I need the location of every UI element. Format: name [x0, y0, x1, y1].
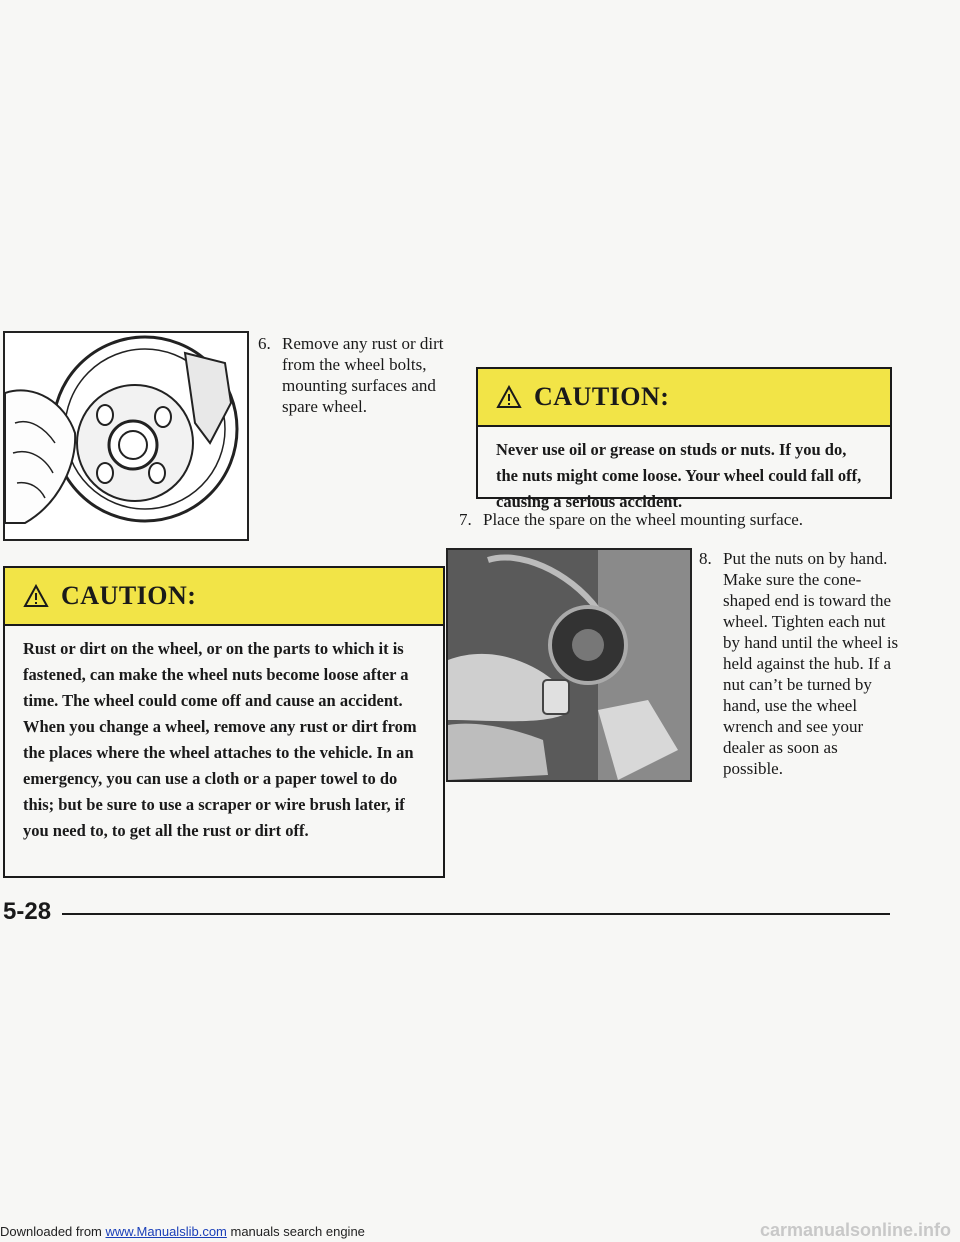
caution-title: CAUTION: [534, 382, 670, 411]
step-6 [258, 333, 448, 423]
step-number: 6. [258, 334, 271, 353]
caution-text: Never use oil or grease on studs or nuts. If you do, the nuts might come loose. Your wheel could fall off, causing a serious accident. [496, 440, 862, 511]
download-banner [0, 1224, 365, 1239]
footer-rule [62, 913, 890, 915]
page-number: 5-28 [3, 898, 52, 925]
step-text: Place the spare on the wheel mounting surface. [483, 510, 804, 529]
wheel-hub-cleaning-illustration [3, 331, 249, 541]
caution-title: CAUTION: [61, 581, 197, 610]
caution-text: Rust or dirt on the wheel, or on the parts to which it is fastened, can make the wheel nuts become loose after a time. The wheel could come off and cause an accident. When you change a wheel, remove any rust or dirt from the places where the wheel attaches to the vehicle. In an emergency, you can use a cloth or a paper towel to do this; but be sure to use a scraper or wire brush later, if you need to, to get all the rust or dirt off. [23, 639, 417, 840]
step-7 [459, 509, 929, 533]
caution-header [478, 369, 890, 427]
step-number: 8. [699, 549, 712, 568]
caution-box-rust-dirt [3, 566, 445, 878]
hand-tightening-nut-photo [446, 548, 692, 782]
step-text: Remove any rust or dirt from the wheel bolts, mounting surfaces and spare wheel. [282, 334, 444, 416]
caution-header [5, 568, 443, 626]
banner-prefix: Downloaded from [0, 1224, 106, 1239]
warning-triangle-icon [23, 584, 49, 608]
warning-triangle-icon [496, 385, 522, 409]
caution-box-oil-grease [476, 367, 892, 511]
nut-photo-drawing [448, 550, 690, 780]
banner-suffix: manuals search engine [226, 1224, 365, 1239]
step-number: 7. [459, 510, 472, 529]
hub-drawing [5, 333, 247, 539]
step-text: Put the nuts on by hand. Make sure the cone-shaped end is toward the wheel. Tighten each nut by hand until the wheel is held against the hub. If a nut can’t be turned by hand, use the wheel wrench and see your dealer as soon as possible. [723, 549, 899, 778]
manualslib-link[interactable]: www.Manualslib.com [105, 1224, 227, 1239]
watermark: carmanualsonline.info [760, 1220, 952, 1240]
step-8 [699, 548, 899, 778]
